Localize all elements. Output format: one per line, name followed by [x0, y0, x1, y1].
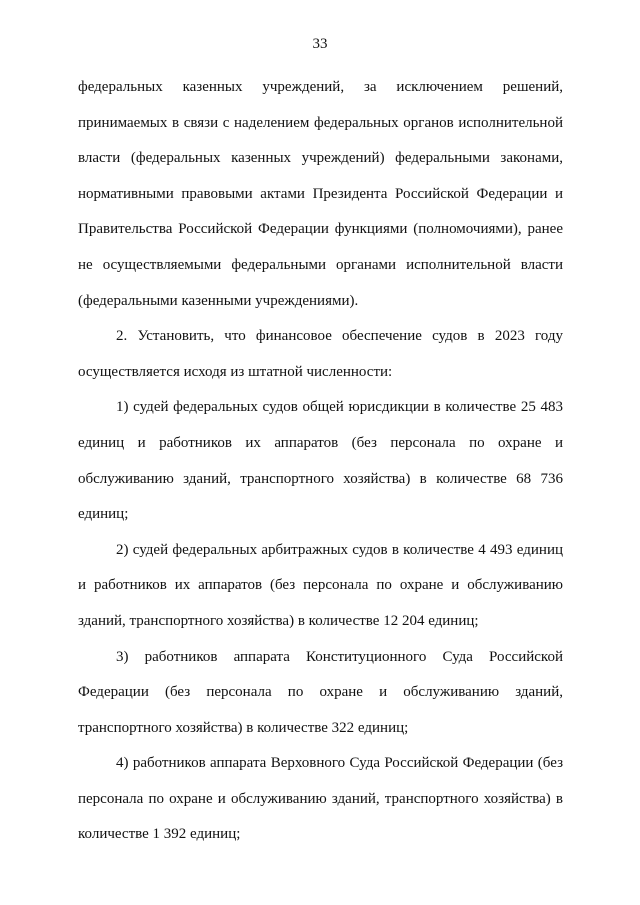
- paragraph-subitem-1: [78, 390, 563, 532]
- text-line: 2. Установить, что финансовое обеспечение судов в 2023 году: [116, 328, 563, 345]
- text-line: персонала по охране и обслуживанию зданий, транспортного хозяйства) в: [78, 790, 563, 807]
- text-line: Правительства Российской Федерации функциями (полномочиями), ранее: [78, 221, 563, 238]
- text-line: обслуживанию зданий, транспортного хозяйства) в количестве 68 736: [78, 470, 563, 487]
- text-line: единиц и работников их аппаратов (без персонала по охране и: [78, 434, 563, 451]
- text-line: нормативными правовыми актами Президента Российской Федерации и: [78, 185, 563, 202]
- text-line: осуществляется исходя из штатной численности:: [78, 363, 393, 380]
- paragraph-subitem-3: [78, 640, 563, 747]
- text-line: принимаемых в связи с наделением федеральных органов исполнительной: [78, 114, 563, 131]
- text-line: единиц;: [78, 506, 129, 523]
- text-line: 1) судей федеральных судов общей юрисдикции в количестве 25 483: [116, 399, 563, 416]
- text-line: власти (федеральных казенных учреждений) федеральными законами,: [78, 150, 563, 167]
- text-line: количестве 1 392 единиц;: [78, 826, 241, 843]
- paragraph-continuation: [78, 70, 563, 319]
- text-line: 3) работников аппарата Конституционного Суда Российской: [116, 648, 563, 665]
- paragraph-item-2: [78, 319, 563, 390]
- text-line: и работников их аппаратов (без персонала по охране и обслуживанию: [78, 577, 563, 594]
- text-line: 2) судей федеральных арбитражных судов в количестве 4 493 единиц: [116, 541, 563, 558]
- paragraph-subitem-2: [78, 533, 563, 640]
- text-line: федеральных казенных учреждений, за исключением решений,: [78, 79, 563, 95]
- page-number: 33: [312, 36, 328, 52]
- text-line: транспортного хозяйства) в количестве 322 единиц;: [78, 719, 409, 736]
- text-line: 4) работников аппарата Верховного Суда Российской Федерации (без: [116, 755, 563, 772]
- paragraph-subitem-4: [78, 746, 563, 853]
- text-line: (федеральными казенными учреждениями).: [78, 292, 359, 309]
- text-line: Федерации (без персонала по охране и обслуживанию зданий,: [78, 684, 563, 701]
- document-body: [78, 70, 563, 853]
- text-line: зданий, транспортного хозяйства) в количестве 12 204 единиц;: [78, 612, 479, 629]
- text-line: не осуществляемыми федеральными органами исполнительной власти: [78, 256, 563, 273]
